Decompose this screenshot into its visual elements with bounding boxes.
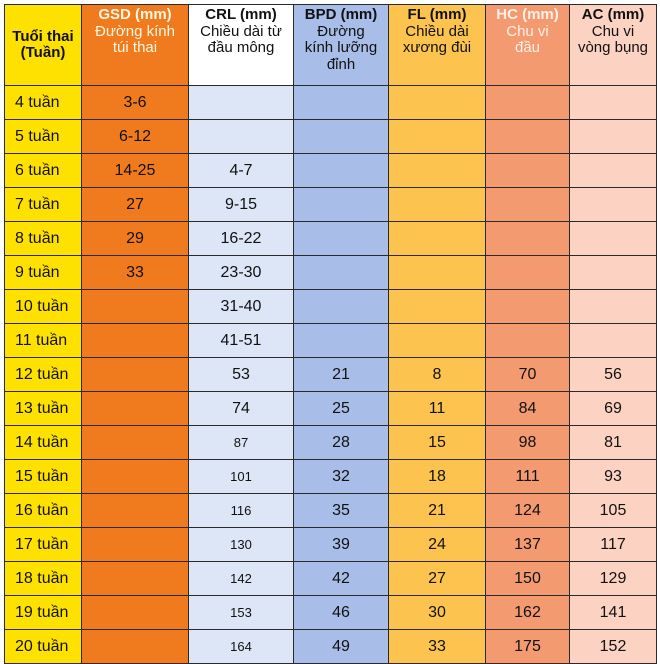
cell-hc	[486, 290, 570, 324]
cell-week: 17 tuần	[5, 528, 82, 562]
cell-fl	[389, 120, 486, 154]
cell-bpd: 28	[294, 426, 389, 460]
cell-week: 16 tuần	[5, 494, 82, 528]
cell-crl: 16-22	[189, 222, 294, 256]
cell-crl: 116	[189, 494, 294, 528]
cell-week: 10 tuần	[5, 290, 82, 324]
table-row	[5, 630, 657, 664]
cell-gsd: 14-25	[82, 154, 189, 188]
cell-bpd	[294, 222, 389, 256]
header-ac-title: AC (mm)	[581, 6, 645, 23]
header-gsd	[82, 5, 189, 86]
cell-ac: 81	[570, 426, 657, 460]
table-row	[5, 392, 657, 426]
table-row	[5, 426, 657, 460]
cell-bpd: 25	[294, 392, 389, 426]
cell-hc	[486, 154, 570, 188]
cell-ac: 93	[570, 460, 657, 494]
cell-crl: 53	[189, 358, 294, 392]
cell-fl	[389, 222, 486, 256]
cell-fl: 11	[389, 392, 486, 426]
header-fl	[389, 5, 486, 86]
cell-fl: 8	[389, 358, 486, 392]
cell-gsd	[82, 528, 189, 562]
cell-week: 12 tuần	[5, 358, 82, 392]
header-ac-desc-1: Chu vi	[591, 22, 635, 40]
table-row	[5, 460, 657, 494]
cell-fl: 21	[389, 494, 486, 528]
cell-hc: 111	[486, 460, 570, 494]
header-crl-title: CRL (mm)	[205, 6, 277, 23]
cell-bpd: 32	[294, 460, 389, 494]
cell-hc	[486, 222, 570, 256]
cell-fl	[389, 188, 486, 222]
cell-crl: 9-15	[189, 188, 294, 222]
header-hc-desc-2: đầu	[514, 39, 541, 56]
cell-gsd	[82, 630, 189, 664]
cell-hc	[486, 188, 570, 222]
header-gsd-desc-1: Đường kính	[95, 22, 175, 40]
fetal-size-table	[4, 4, 657, 664]
cell-fl: 18	[389, 460, 486, 494]
cell-gsd	[82, 324, 189, 358]
table-row	[5, 290, 657, 324]
cell-crl: 142	[189, 562, 294, 596]
cell-week: 9 tuần	[5, 256, 82, 290]
cell-hc: 98	[486, 426, 570, 460]
cell-hc: 70	[486, 358, 570, 392]
cell-gsd: 6-12	[82, 120, 189, 154]
header-ac	[570, 5, 657, 86]
cell-week: 20 tuần	[5, 630, 82, 664]
header-week-line-2: (Tuần)	[20, 44, 66, 61]
cell-ac: 117	[570, 528, 657, 562]
header-crl	[189, 5, 294, 86]
cell-hc: 137	[486, 528, 570, 562]
cell-ac	[570, 188, 657, 222]
header-hc-title: HC (mm)	[496, 6, 559, 23]
header-week	[5, 5, 82, 86]
cell-bpd: 39	[294, 528, 389, 562]
cell-hc: 175	[486, 630, 570, 664]
table-row	[5, 188, 657, 222]
cell-crl	[189, 120, 294, 154]
cell-ac	[570, 120, 657, 154]
cell-fl	[389, 290, 486, 324]
cell-gsd	[82, 562, 189, 596]
cell-week: 14 tuần	[5, 426, 82, 460]
cell-hc	[486, 256, 570, 290]
cell-fl: 33	[389, 630, 486, 664]
header-hc-desc-1: Chu vi	[506, 22, 549, 40]
table-row	[5, 324, 657, 358]
cell-crl: 23-30	[189, 256, 294, 290]
header-bpd-title: BPD (mm)	[304, 6, 378, 23]
cell-gsd	[82, 426, 189, 460]
header-bpd-desc-2: kính lưỡng	[304, 39, 378, 56]
table-row	[5, 494, 657, 528]
cell-week: 19 tuần	[5, 596, 82, 630]
header-gsd-desc-2: túi thai	[112, 39, 158, 56]
cell-week: 5 tuần	[5, 120, 82, 154]
cell-crl: 4-7	[189, 154, 294, 188]
header-gsd-title: GSD (mm)	[98, 6, 172, 23]
cell-week: 8 tuần	[5, 222, 82, 256]
cell-fl	[389, 324, 486, 358]
cell-ac: 69	[570, 392, 657, 426]
cell-week: 11 tuần	[5, 324, 82, 358]
cell-crl: 153	[189, 596, 294, 630]
cell-crl: 130	[189, 528, 294, 562]
cell-fl: 27	[389, 562, 486, 596]
cell-bpd	[294, 154, 389, 188]
cell-bpd	[294, 290, 389, 324]
cell-ac	[570, 86, 657, 120]
cell-week: 15 tuần	[5, 460, 82, 494]
cell-hc	[486, 324, 570, 358]
cell-ac	[570, 256, 657, 290]
table-row	[5, 120, 657, 154]
cell-fl: 30	[389, 596, 486, 630]
cell-ac: 129	[570, 562, 657, 596]
table-row	[5, 86, 657, 120]
header-bpd	[294, 5, 389, 86]
cell-hc: 84	[486, 392, 570, 426]
cell-hc	[486, 86, 570, 120]
cell-crl: 87	[189, 426, 294, 460]
table-row	[5, 256, 657, 290]
header-ac-desc-2: vòng bụng	[577, 39, 649, 56]
cell-hc: 150	[486, 562, 570, 596]
cell-gsd	[82, 358, 189, 392]
cell-ac	[570, 324, 657, 358]
table-row	[5, 562, 657, 596]
cell-bpd: 21	[294, 358, 389, 392]
cell-ac: 141	[570, 596, 657, 630]
cell-gsd	[82, 392, 189, 426]
cell-gsd: 3-6	[82, 86, 189, 120]
cell-gsd: 29	[82, 222, 189, 256]
cell-hc: 162	[486, 596, 570, 630]
header-crl-desc-2: đầu mông	[207, 39, 275, 56]
header-crl-desc-1: Chiều dài từ	[200, 22, 282, 40]
cell-gsd	[82, 494, 189, 528]
cell-week: 7 tuần	[5, 188, 82, 222]
cell-ac	[570, 154, 657, 188]
header-row	[5, 5, 657, 86]
cell-week: 4 tuần	[5, 86, 82, 120]
cell-gsd	[82, 596, 189, 630]
cell-crl: 101	[189, 460, 294, 494]
cell-hc	[486, 120, 570, 154]
cell-hc: 124	[486, 494, 570, 528]
cell-gsd	[82, 460, 189, 494]
cell-fl	[389, 256, 486, 290]
cell-ac: 152	[570, 630, 657, 664]
cell-bpd	[294, 256, 389, 290]
cell-crl	[189, 86, 294, 120]
cell-bpd	[294, 120, 389, 154]
cell-fl	[389, 86, 486, 120]
cell-gsd	[82, 290, 189, 324]
table-row	[5, 154, 657, 188]
cell-week: 6 tuần	[5, 154, 82, 188]
cell-fl: 15	[389, 426, 486, 460]
cell-bpd: 46	[294, 596, 389, 630]
cell-week: 13 tuần	[5, 392, 82, 426]
header-fl-title: FL (mm)	[407, 6, 467, 23]
cell-crl: 74	[189, 392, 294, 426]
header-week-line-1: Tuổi thai	[12, 27, 74, 45]
cell-bpd: 42	[294, 562, 389, 596]
cell-gsd: 27	[82, 188, 189, 222]
header-bpd-desc-3: đỉnh	[326, 55, 356, 73]
cell-crl: 41-51	[189, 324, 294, 358]
cell-ac	[570, 222, 657, 256]
cell-ac: 56	[570, 358, 657, 392]
cell-bpd: 35	[294, 494, 389, 528]
table-row	[5, 358, 657, 392]
table-row	[5, 222, 657, 256]
header-fl-desc-1: Chiều dài	[405, 22, 469, 40]
cell-fl: 24	[389, 528, 486, 562]
cell-ac	[570, 290, 657, 324]
cell-bpd: 49	[294, 630, 389, 664]
header-bpd-desc-1: Đường	[317, 22, 365, 40]
cell-bpd	[294, 86, 389, 120]
cell-gsd: 33	[82, 256, 189, 290]
cell-bpd	[294, 188, 389, 222]
fetal-size-table-container	[4, 4, 656, 664]
cell-bpd	[294, 324, 389, 358]
header-hc	[486, 5, 570, 86]
cell-fl	[389, 154, 486, 188]
cell-crl: 31-40	[189, 290, 294, 324]
table-body	[5, 86, 657, 664]
header-fl-desc-2: xương đùi	[402, 39, 472, 56]
cell-crl: 164	[189, 630, 294, 664]
cell-week: 18 tuần	[5, 562, 82, 596]
table-row	[5, 596, 657, 630]
table-row	[5, 528, 657, 562]
cell-ac: 105	[570, 494, 657, 528]
